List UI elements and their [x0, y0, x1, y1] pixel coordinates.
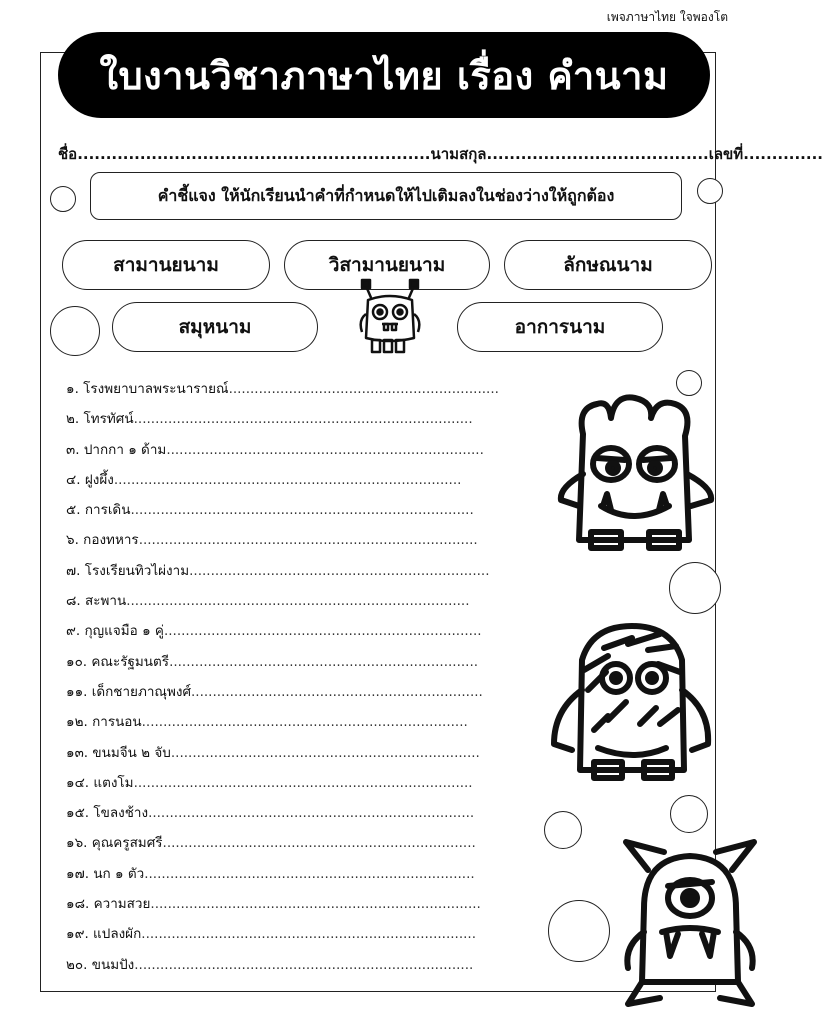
- answer-blank[interactable]: .................................................................................: [113, 471, 462, 488]
- list-item: ๑๘. ความสวย.............................................................................: [66, 896, 481, 913]
- list-item: ๑๖. คุณครูสมศรี.........................................................................: [66, 835, 476, 852]
- answer-blank[interactable]: ...............................................................................: [134, 956, 474, 973]
- student-info-line: [58, 142, 823, 166]
- decor-circle: [669, 562, 721, 614]
- list-item: ๑๙. แปลงผัก..............................................................................: [66, 926, 476, 943]
- decor-circle: [50, 306, 100, 356]
- list-item: ๑๓. ขนมจีน ๒ จับ........................................................................: [66, 744, 480, 761]
- exercise-list: [66, 374, 536, 980]
- list-item: ๑๔. แตงโม...............................................................................: [66, 774, 473, 791]
- answer-blank[interactable]: ............................................................................: [148, 805, 475, 822]
- answer-blank[interactable]: ...............................................................................: [133, 774, 473, 791]
- small-monster-icon: [354, 278, 426, 358]
- list-item: ๑. โรงพยาบาลพระนารายณ์...............................................................: [66, 381, 499, 397]
- surname-blank[interactable]: .......................................: [486, 145, 709, 163]
- page-credit: เพจภาษาไทย ใจพองโต: [606, 10, 728, 24]
- answer-blank[interactable]: ...............................................................................: [133, 411, 473, 428]
- answer-blank[interactable]: .............................................................................: [150, 896, 481, 913]
- answer-blank[interactable]: ..........................................................................: [163, 623, 482, 640]
- answer-blank[interactable]: ....................................................................: [191, 683, 483, 700]
- list-item: ๕. การเดิน................................................................................: [66, 502, 474, 519]
- number-label: เลขที่: [708, 145, 744, 163]
- furry-monster-icon: [548, 620, 714, 782]
- surname-label: นามสกุล: [430, 145, 487, 163]
- decor-circle: [697, 178, 723, 204]
- decor-circle: [544, 811, 582, 849]
- list-item: ๑๕. โขลงช้าง............................................................................: [66, 805, 475, 822]
- cyclops-monster-icon: [620, 828, 760, 1008]
- name-label: ชื่อ: [58, 145, 78, 163]
- answer-blank[interactable]: ..........................................................................: [166, 441, 484, 458]
- worksheet-title: ใบงานวิชาภาษาไทย เรื่อง คำนาม: [58, 32, 710, 118]
- number-blank[interactable]: ..............: [743, 145, 823, 163]
- answer-blank[interactable]: ...............................................................................: [138, 532, 478, 549]
- instruction-box: คำชี้แจง ให้นักเรียนนำคำที่กำหนดให้ไปเติมลงในช่องว่างให้ถูกต้อง: [90, 172, 682, 220]
- list-item: ๙. กุญแจมือ ๑ คู่..........................................................................: [66, 623, 482, 640]
- answer-blank[interactable]: ........................................................................: [169, 653, 479, 670]
- list-item: ๑๒. การนอน............................................................................: [66, 714, 468, 731]
- list-item: ๑๗. นก ๑ ตัว.............................................................................: [66, 865, 475, 882]
- word-bank-item-5: อาการนาม: [457, 302, 663, 352]
- word-bank-item-3: ลักษณนาม: [504, 240, 712, 290]
- list-item: ๖. กองทหาร...............................................................................: [66, 532, 478, 549]
- answer-blank[interactable]: ............................................................................: [141, 714, 468, 731]
- answer-blank[interactable]: ..............................................................................: [141, 926, 476, 943]
- answer-blank[interactable]: ......................................................................: [189, 562, 490, 579]
- answer-blank[interactable]: ...............................................................: [228, 381, 499, 397]
- answer-blank[interactable]: ................................................................................: [126, 593, 470, 610]
- answer-blank[interactable]: .............................................................................: [144, 865, 475, 882]
- list-item: ๑๐. คณะรัฐมนตรี........................................................................: [66, 653, 479, 670]
- list-item: ๒๐. ขนมปัง...............................................................................: [66, 956, 474, 973]
- list-item: ๒. โทรทัศน์...............................................................................: [66, 411, 473, 428]
- monster-illustration-icon: [553, 388, 721, 558]
- answer-blank[interactable]: ................................................................................: [130, 502, 474, 519]
- list-item: ๗. โรงเรียนทิวไผ่งาม......................................................................: [66, 562, 490, 579]
- list-item: ๘. สะพาน................................................................................: [66, 593, 470, 610]
- list-item: ๓. ปากกา ๑ ด้าม..........................................................................: [66, 441, 484, 458]
- list-item: ๑๑. เด็กชายภาณุพงศ์....................................................................: [66, 683, 483, 700]
- word-bank-item-4: สมุหนาม: [112, 302, 318, 352]
- answer-blank[interactable]: .........................................................................: [162, 835, 476, 852]
- decor-circle: [50, 186, 76, 212]
- list-item: ๔. ฝูงผึ้ง.................................................................................: [66, 471, 462, 488]
- name-blank[interactable]: ..............................................................: [77, 145, 431, 163]
- word-bank-item-1: สามานยนาม: [62, 240, 270, 290]
- answer-blank[interactable]: ........................................................................: [170, 744, 480, 761]
- word-bank-item-2: วิสามานยนาม: [284, 240, 490, 290]
- decor-circle: [548, 900, 610, 962]
